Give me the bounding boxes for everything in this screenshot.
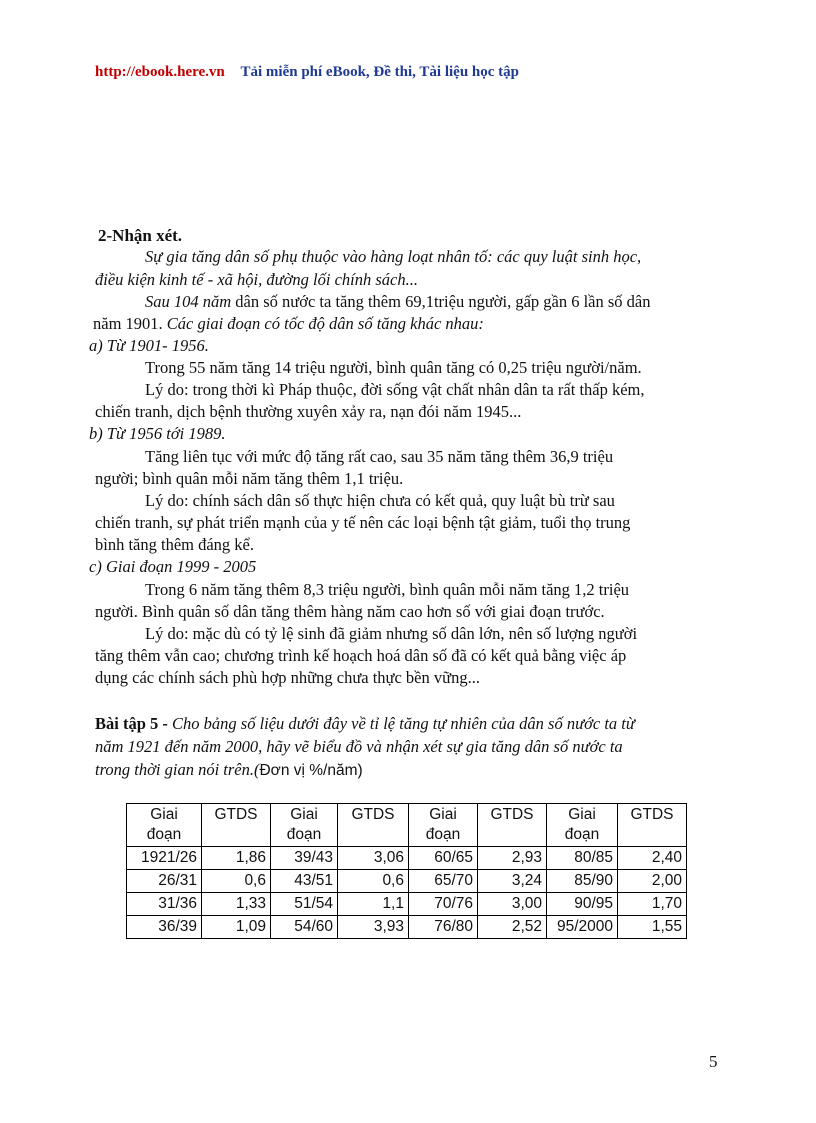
body-line-3: Sau 104 năm dân số nước ta tăng thêm 69,1triệu người, gấp gần 6 lần số dân [145, 292, 651, 311]
data-table [126, 803, 687, 939]
body-line-9: b) Từ 1956 tới 1989. [89, 424, 226, 443]
page-header [95, 64, 519, 81]
period-cell: 54/60 [271, 916, 338, 939]
exercise-line-1: Bài tập 5 - Cho bảng số liệu dưới đây về tỉ lệ tăng tự nhiên của dân số nước ta từ [95, 714, 635, 733]
body-line-7: Lý do: trong thời kì Pháp thuộc, đời sống vật chất nhân dân ta rất thấp kém, [145, 380, 645, 399]
header-period: Giai đoạn [409, 804, 478, 847]
period-cell: 1921/26 [127, 847, 202, 870]
header-value: GTDS [338, 804, 409, 847]
header-value: GTDS [478, 804, 547, 847]
header-slogan: Tải miễn phí eBook, Đề thi, Tài liệu học tập [240, 64, 519, 80]
body-line-1: Sự gia tăng dân số phụ thuộc vào hàng loạt nhân tố: các quy luật sinh học, [145, 247, 642, 266]
period-cell: 36/39 [127, 916, 202, 939]
period-cell: 26/31 [127, 870, 202, 893]
body-line-19: tăng thêm vẫn cao; chương trình kế hoạch hoá dân số đã có kết quả bằng việc áp [95, 646, 627, 665]
period-cell: 70/76 [409, 893, 478, 916]
value-cell: 1,70 [618, 893, 687, 916]
header-period: Giai đoạn [127, 804, 202, 847]
period-cell: 85/90 [547, 870, 618, 893]
body-line-20: dụng các chính sách phù hợp những chưa thực bền vững... [95, 668, 480, 687]
header-period: Giai đoạn [547, 804, 618, 847]
period-cell: 51/54 [271, 893, 338, 916]
body-line-10: Tăng liên tục với mức độ tăng rất cao, sau 35 năm tăng thêm 36,9 triệu [145, 447, 614, 466]
value-cell: 1,33 [202, 893, 271, 916]
header-url[interactable]: http://ebook.here.vn [95, 64, 225, 80]
body-line-6: Trong 55 năm tăng 14 triệu người, bình quân tăng có 0,25 triệu người/năm. [145, 358, 642, 377]
body-line-13: chiến tranh, sự phát triển mạnh của y tế nên các loại bệnh tật giảm, tuổi thọ trung [95, 513, 631, 532]
body-line-16: Trong 6 năm tăng thêm 8,3 triệu người, bình quân mỗi năm tăng 1,2 triệu [145, 580, 630, 599]
header-value: GTDS [202, 804, 271, 847]
page-number: 5 [709, 1052, 718, 1071]
body-line-12: Lý do: chính sách dân số thực hiện chưa có kết quả, quy luật bù trừ sau [145, 491, 615, 510]
header-value: GTDS [618, 804, 687, 847]
body-line-8: chiến tranh, dịch bệnh thường xuyên xảy ra, nạn đói năm 1945... [95, 402, 522, 421]
period-cell: 80/85 [547, 847, 618, 870]
period-cell: 76/80 [409, 916, 478, 939]
value-cell: 2,00 [618, 870, 687, 893]
body-line-14: bình tăng thêm đáng kể. [95, 535, 255, 554]
table-row [127, 870, 687, 893]
value-cell: 3,00 [478, 893, 547, 916]
body-line-2: điều kiện kinh tế - xã hội, đường lối chính sách... [95, 270, 418, 289]
exercise-line-2: năm 1921 đến năm 2000, hãy vẽ biểu đồ và nhận xét sự gia tăng dân số nước ta [95, 737, 623, 756]
value-cell: 2,52 [478, 916, 547, 939]
period-cell: 31/36 [127, 893, 202, 916]
value-cell: 0,6 [202, 870, 271, 893]
table-row [127, 847, 687, 870]
period-cell: 90/95 [547, 893, 618, 916]
body-line-5: a) Từ 1901- 1956. [89, 336, 209, 355]
exercise-line-3: trong thời gian nói trên.(Đơn vị %/năm) [95, 760, 363, 779]
period-cell: 65/70 [409, 870, 478, 893]
value-cell: 3,24 [478, 870, 547, 893]
body-line-17: người. Bình quân số dân tăng thêm hàng năm cao hơn số với giai đoạn trước. [95, 602, 605, 621]
period-cell: 95/2000 [547, 916, 618, 939]
body-line-11: người; bình quân mỗi năm tăng thêm 1,1 triệu. [95, 469, 404, 488]
period-cell: 39/43 [271, 847, 338, 870]
value-cell: 2,40 [618, 847, 687, 870]
value-cell: 2,93 [478, 847, 547, 870]
table-row [127, 893, 687, 916]
value-cell: 1,55 [618, 916, 687, 939]
period-cell: 43/51 [271, 870, 338, 893]
body-line-15: c) Giai đoạn 1999 - 2005 [89, 557, 257, 576]
body-line-4: năm 1901. Các giai đoạn có tốc độ dân số tăng khác nhau: [93, 314, 484, 333]
body-line-18: Lý do: mặc dù có tỷ lệ sinh đã giảm nhưng số dân lớn, nên số lượng người [145, 624, 638, 643]
value-cell: 3,93 [338, 916, 409, 939]
value-cell: 1,86 [202, 847, 271, 870]
table-row [127, 916, 687, 939]
value-cell: 1,09 [202, 916, 271, 939]
value-cell: 3,06 [338, 847, 409, 870]
growth-rate-table [126, 803, 687, 939]
value-cell: 1,1 [338, 893, 409, 916]
header-period: Giai đoạn [271, 804, 338, 847]
value-cell: 0,6 [338, 870, 409, 893]
period-cell: 60/65 [409, 847, 478, 870]
section-title: 2-Nhận xét. [98, 226, 183, 245]
table-header-row [127, 804, 687, 847]
